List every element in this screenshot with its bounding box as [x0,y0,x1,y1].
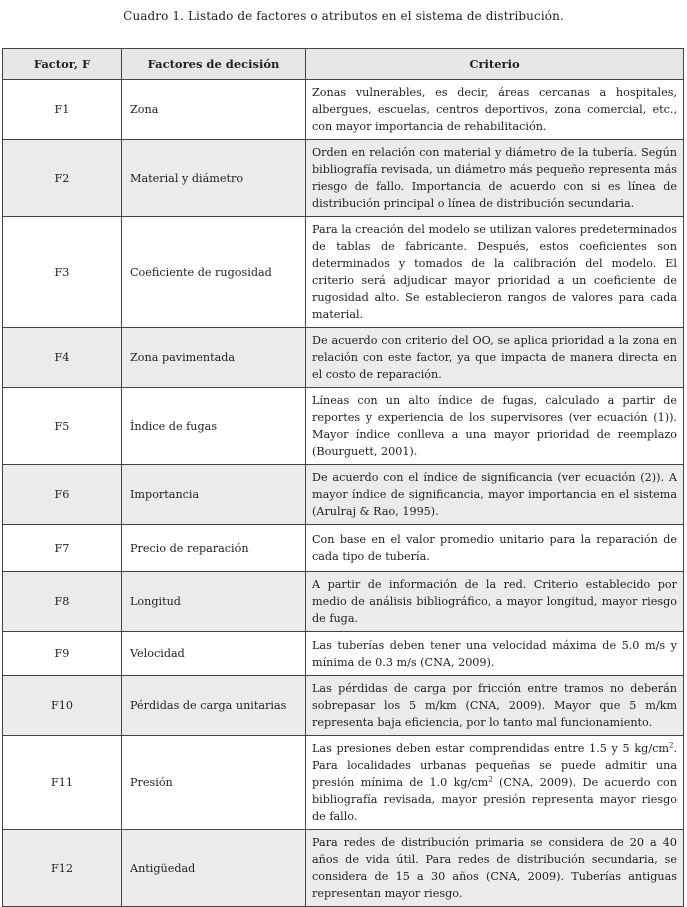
header-criterio: Criterio [306,49,684,80]
criterio-cell: Zonas vulnerables, es decir, áreas cercanas a hospitales, albergues, escuelas, centros deportivos, zona comercial, etc., con mayor importancia de rehabilitación. [306,80,684,140]
factor-cell: F12 [3,830,122,907]
table-row [3,80,684,140]
table-row [3,830,684,907]
factor-cell: F1 [3,80,122,140]
criterio-text: Las presiones deben estar comprendidas entre 1.5 y 5 kg/cm [312,742,669,755]
criterio-cell: Para redes de distribución primaria se considera de 20 a 40 años de vida útil. Para redes de distribución secundaria, se considera de 15 a 30 años (CNA, 2009). Tuberías antiguas representan mayor riesgo. [306,830,684,907]
superscript: 2 [668,741,674,750]
decision-factor-cell: Importancia [122,465,306,525]
decision-factor-cell: Precio de reparación [122,525,306,572]
header-decision-factors: Factores de decisión [122,49,306,80]
decision-factor-cell: Velocidad [122,632,306,676]
decision-factor-cell: Presión [122,736,306,830]
decision-factor-cell: Zona [122,80,306,140]
criterio-cell: Líneas con un alto índice de fugas, calculado a partir de reportes y experiencia de los supervisores (ver ecuación (1)). Mayor índice conlleva a una mayor prioridad de reemplazo (Bourguett, 2001). [306,388,684,465]
criterio-cell: De acuerdo con el índice de significancia (ver ecuación (2)). A mayor índice de significancia, mayor importancia en el sistema (Arulraj & Rao, 1995). [306,465,684,525]
superscript: 2 [488,775,493,784]
decision-factor-cell: Material y diámetro [122,140,306,217]
factor-cell: F5 [3,388,122,465]
criterio-cell: Orden en relación con material y diámetro de la tubería. Según bibliografía revisada, un diámetro más pequeño representa más riesgo de fallo. Importancia de acuerdo con si es línea de distribución principal o línea de distribución secundaria. [306,140,684,217]
criterio-cell: Las pérdidas de carga por fricción entre tramos no deberán sobrepasar los 5 m/km (CNA, 2009). Mayor que 5 m/km representa baja eficiencia, por lo tanto mal funcionamiento. [306,676,684,736]
table-row [3,217,684,328]
criterio-text: (CNA, 2009). De acuerdo con bibliografía revisada, mayor presión representa mayor riesgo de fallo. [312,776,677,823]
decision-factor-cell: Coeficiente de rugosidad [122,217,306,328]
criterio-cell: Las tuberías deben tener una velocidad máxima de 5.0 m/s y mínima de 0.3 m/s (CNA, 2009). [306,632,684,676]
criterio-cell [306,736,684,830]
factor-cell: F11 [3,736,122,830]
table-caption: Cuadro 1. Listado de factores o atributos en el sistema de distribución. [123,9,564,23]
criterio-cell: A partir de información de la red. Criterio establecido por medio de análisis bibliográfico, a mayor longitud, mayor riesgo de fuga. [306,572,684,632]
factor-cell: F4 [3,328,122,388]
decision-factor-cell: Pérdidas de carga unitarias [122,676,306,736]
decision-factor-cell: Zona pavimentada [122,328,306,388]
header-factor: Factor, F [3,49,122,80]
factors-table [2,48,684,907]
factor-cell: F8 [3,572,122,632]
table-row [3,525,684,572]
table-row [3,388,684,465]
table-row [3,328,684,388]
factor-cell: F9 [3,632,122,676]
factor-cell: F3 [3,217,122,328]
criterio-text: . Para localidades urbanas pequeñas se puede admitir una presión mínima de 1.0 kg/cm [312,742,677,789]
decision-factor-cell: Antigüedad [122,830,306,907]
criterio-cell: Con base en el valor promedio unitario para la reparación de cada tipo de tubería. [306,525,684,572]
factor-cell: F6 [3,465,122,525]
factor-cell: F7 [3,525,122,572]
table-row [3,465,684,525]
decision-factor-cell: Índice de fugas [122,388,306,465]
table-header-row [3,49,684,80]
table-row [3,572,684,632]
table-row [3,676,684,736]
criterio-cell: Para la creación del modelo se utilizan valores predeterminados de tablas de fabricante. Después, estos coeficientes son determinados y tomados de la calibración del modelo. El criterio será adjudicar mayor prioridad a un coeficiente de rugosidad alto. Se establecieron rangos de valores para cada material. [306,217,684,328]
table-row [3,736,684,830]
factor-cell: F10 [3,676,122,736]
criterio-cell: De acuerdo con criterio del OO, se aplica prioridad a la zona en relación con este factor, ya que impacta de manera directa en el costo de reparación. [306,328,684,388]
table-row [3,632,684,676]
factor-cell: F2 [3,140,122,217]
table-row [3,140,684,217]
decision-factor-cell: Longitud [122,572,306,632]
